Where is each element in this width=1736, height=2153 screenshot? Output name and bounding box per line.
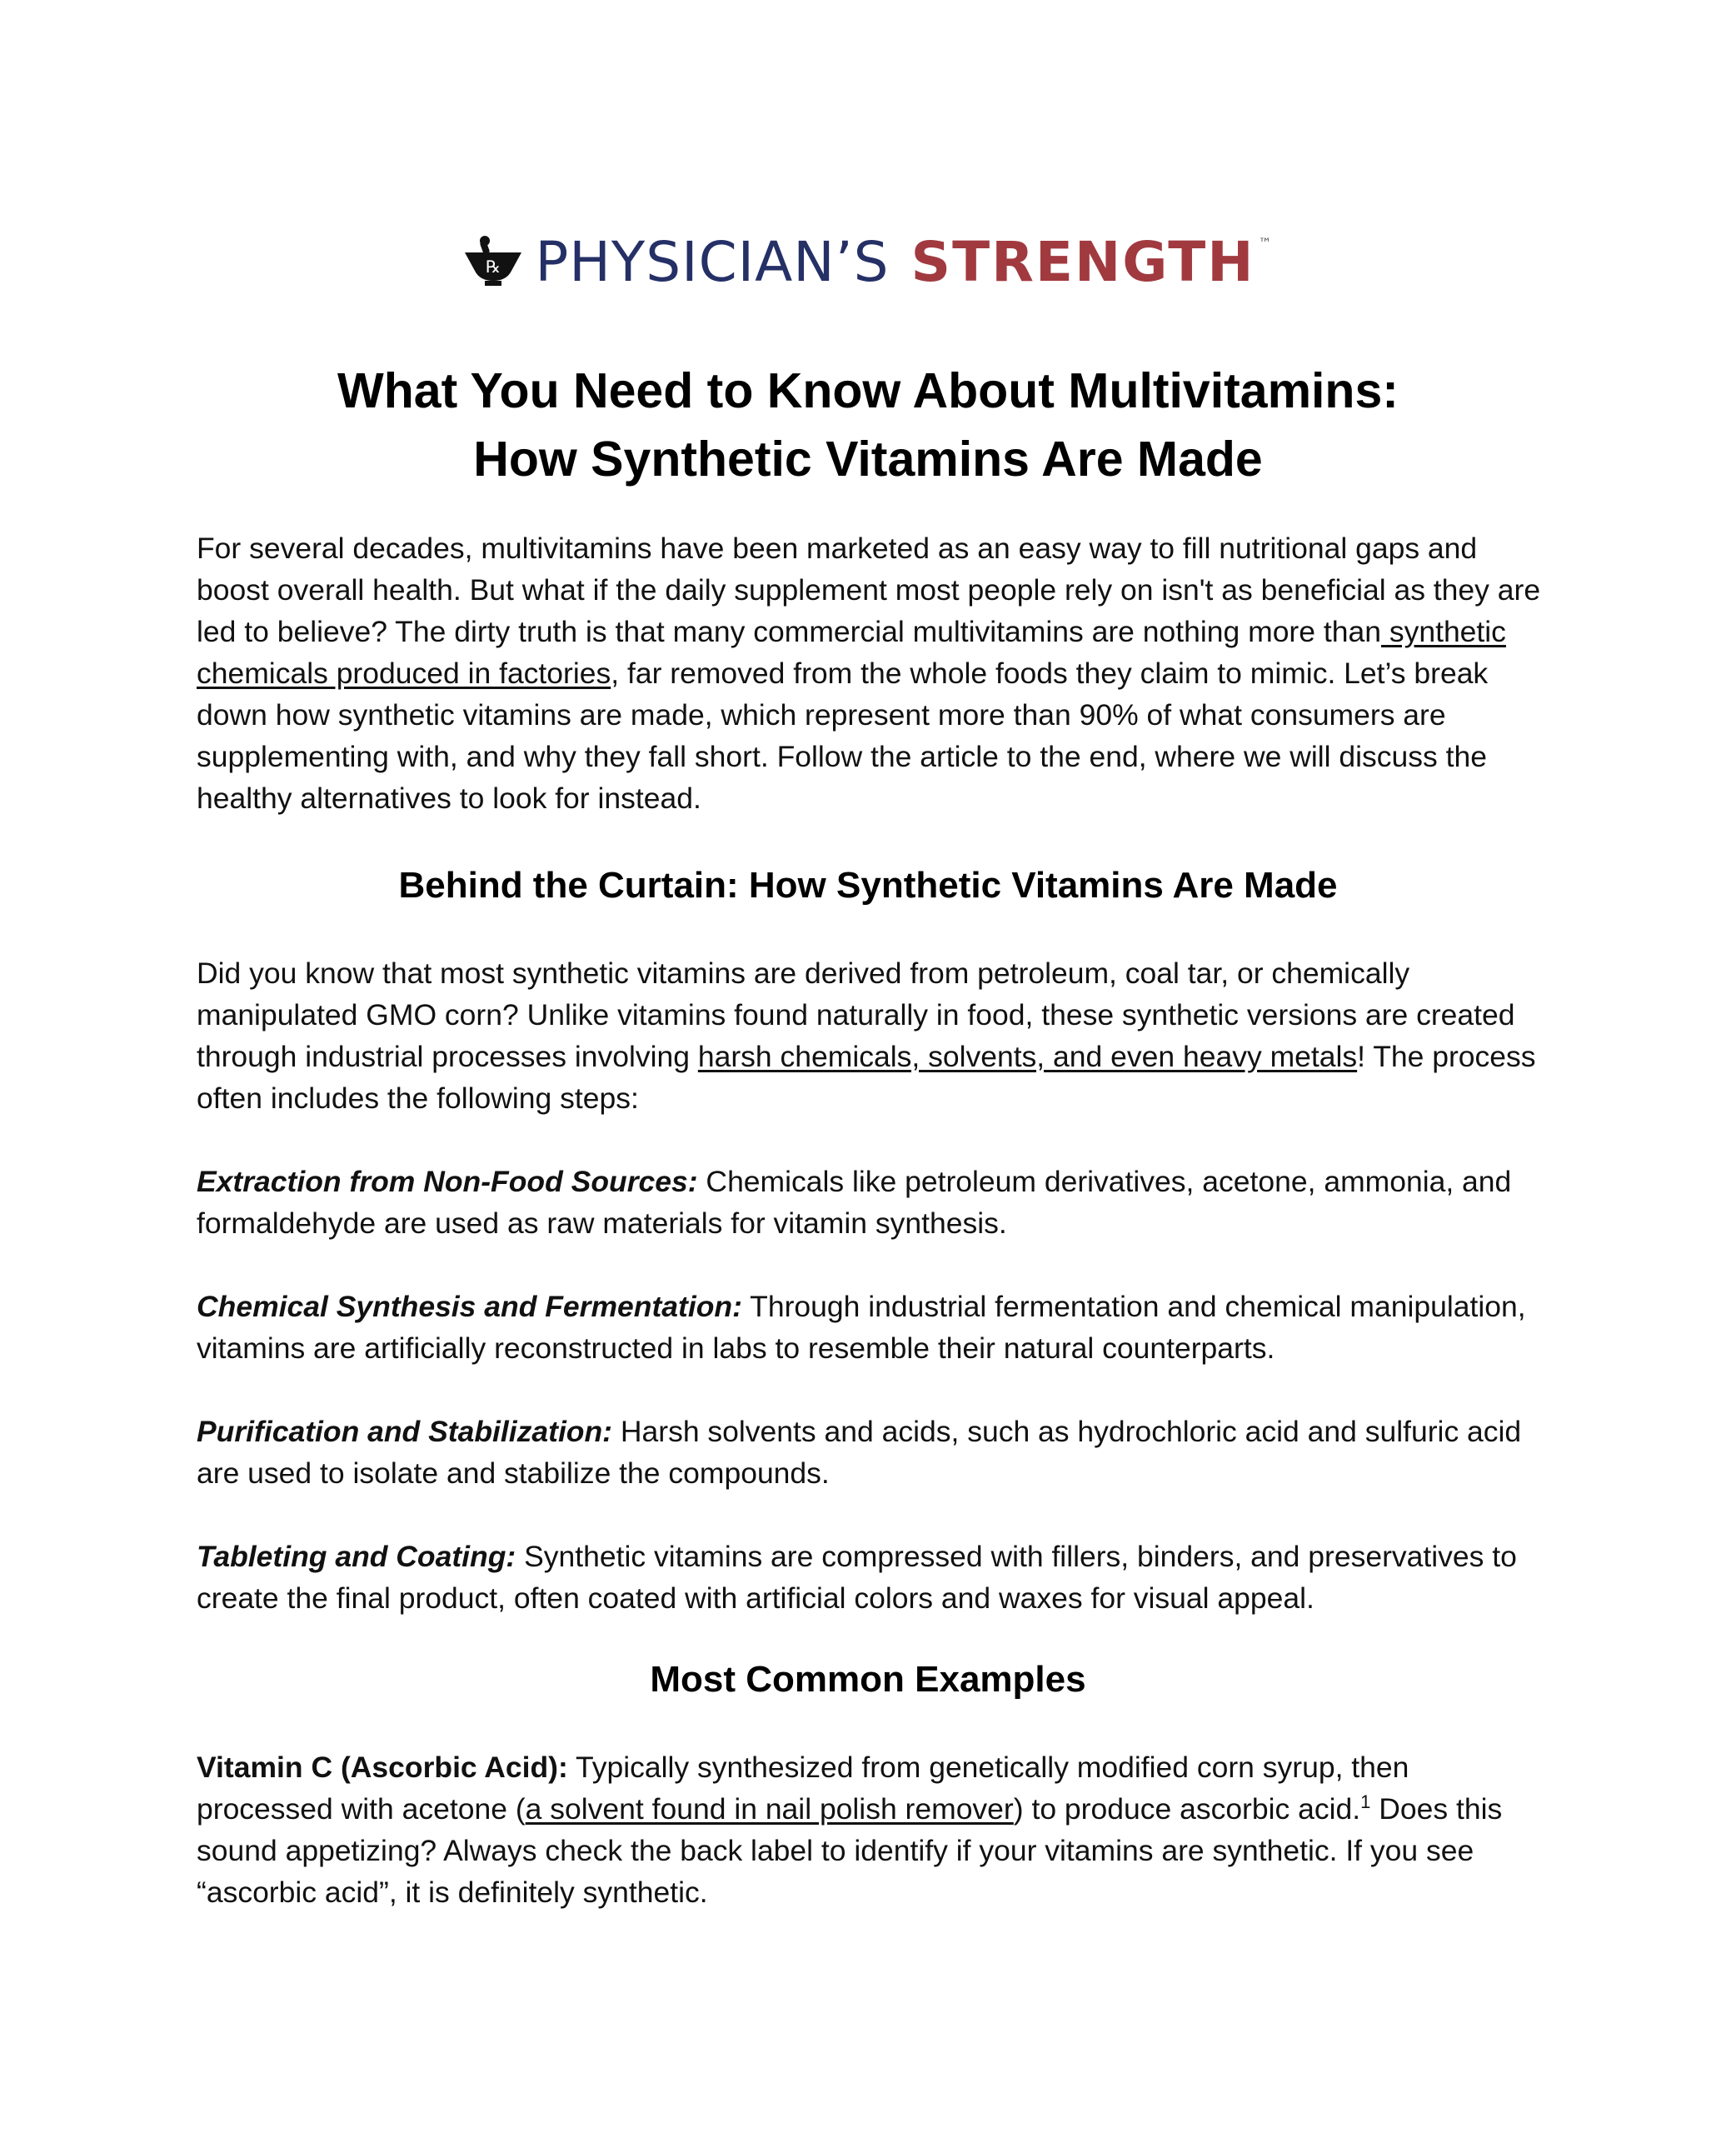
- logo-word-strength: STRENGTH: [910, 230, 1255, 294]
- step-extraction: Extraction from Non-Food Sources: Chemicals like petroleum derivatives, acetone, ammonia, and formaldehyde are used as raw materials for vitamin synthesis.: [197, 1165, 1512, 1240]
- page-title: [0, 357, 1736, 493]
- article-body: [197, 527, 1546, 1913]
- nail-polish-remover-link[interactable]: a solvent found in nail polish remover: [525, 1792, 1014, 1826]
- example-vitamin-c: Vitamin C (Ascorbic Acid): Typically synthesized from genetically modified corn syrup, then processed with acetone (a solvent found in nail polish remover) to produce ascorbic acid.$^1$ Does this sound appetizing? Always check the back label to identify if your vitamins are synthetic. If you see “ascorbic acid”, it is definitely synthetic.: [197, 1751, 1503, 1909]
- logo-wordmark: [535, 230, 1273, 294]
- step-purification: Purification and Stabilization: Harsh solvents and acids, such as hydrochloric acid and sulfuric acid are used to isolate and stabilize the compounds.: [197, 1415, 1522, 1490]
- synthetic-chemicals-link[interactable]: synthetic chemicals produced in factories: [197, 615, 1506, 690]
- example-label: Vitamin C (Ascorbic Acid):: [197, 1751, 568, 1784]
- trademark-symbol: ™: [1258, 235, 1273, 251]
- section-heading-behind-the-curtain: Behind the Curtain: How Synthetic Vitamins Are Made: [398, 865, 1338, 906]
- svg-text:℞: ℞: [486, 257, 501, 277]
- brand-logo: [0, 230, 1736, 294]
- step-label: Chemical Synthesis and Fermentation:: [197, 1290, 742, 1323]
- intro-paragraph: For several decades, multivitamins have been marketed as an easy way to fill nutritional gaps and boost overall health. But what if the daily supplement most people rely on isn't as beneficial as they are led to believe? The dirty truth is that many commercial multivitamins are nothing more than synthetic chemicals produced in factories, far removed from the whole foods they claim to mimic. Let’s break down how synthetic vitamins are made, which represent more than 90% of what consumers are supplementing with, and why they fall short. Follow the article to the end, where we will discuss the healthy alternatives to look for instead.: [197, 532, 1541, 815]
- logo-word-physicians: PHYSICIAN’S: [535, 230, 890, 294]
- title-line-2: How Synthetic Vitamins Are Made: [473, 432, 1263, 487]
- footnote-marker: 1: [1360, 1791, 1371, 1813]
- step-label: Purification and Stabilization:: [197, 1415, 612, 1448]
- step-tableting: Tableting and Coating: Synthetic vitamins are compressed with fillers, binders, and preservatives to create the final product, often coated with artificial colors and waxes for visual appeal.: [197, 1540, 1517, 1615]
- title-line-1: What You Need to Know About Multivitamins:: [337, 363, 1399, 418]
- step-label: Tableting and Coating:: [197, 1540, 516, 1573]
- step-label: Extraction from Non-Food Sources:: [197, 1165, 698, 1198]
- mortar-and-pestle-icon: [463, 236, 523, 289]
- step-synthesis: Chemical Synthesis and Fermentation: Through industrial fermentation and chemical manipulation, vitamins are artificially reconstructed in labs to resemble their natural counterparts.: [197, 1290, 1526, 1365]
- harsh-chemicals-link[interactable]: harsh chemicals, solvents, and even heavy metals: [697, 1040, 1358, 1073]
- section-heading-common-examples: Most Common Examples: [650, 1659, 1086, 1700]
- section1-paragraph: Did you know that most synthetic vitamins are derived from petroleum, coal tar, or chemically manipulated GMO corn? Unlike vitamins found naturally in food, these synthetic versions are created through industrial processes involving harsh chemicals, solvents, and even heavy metals! The process often includes the following steps:: [197, 957, 1536, 1115]
